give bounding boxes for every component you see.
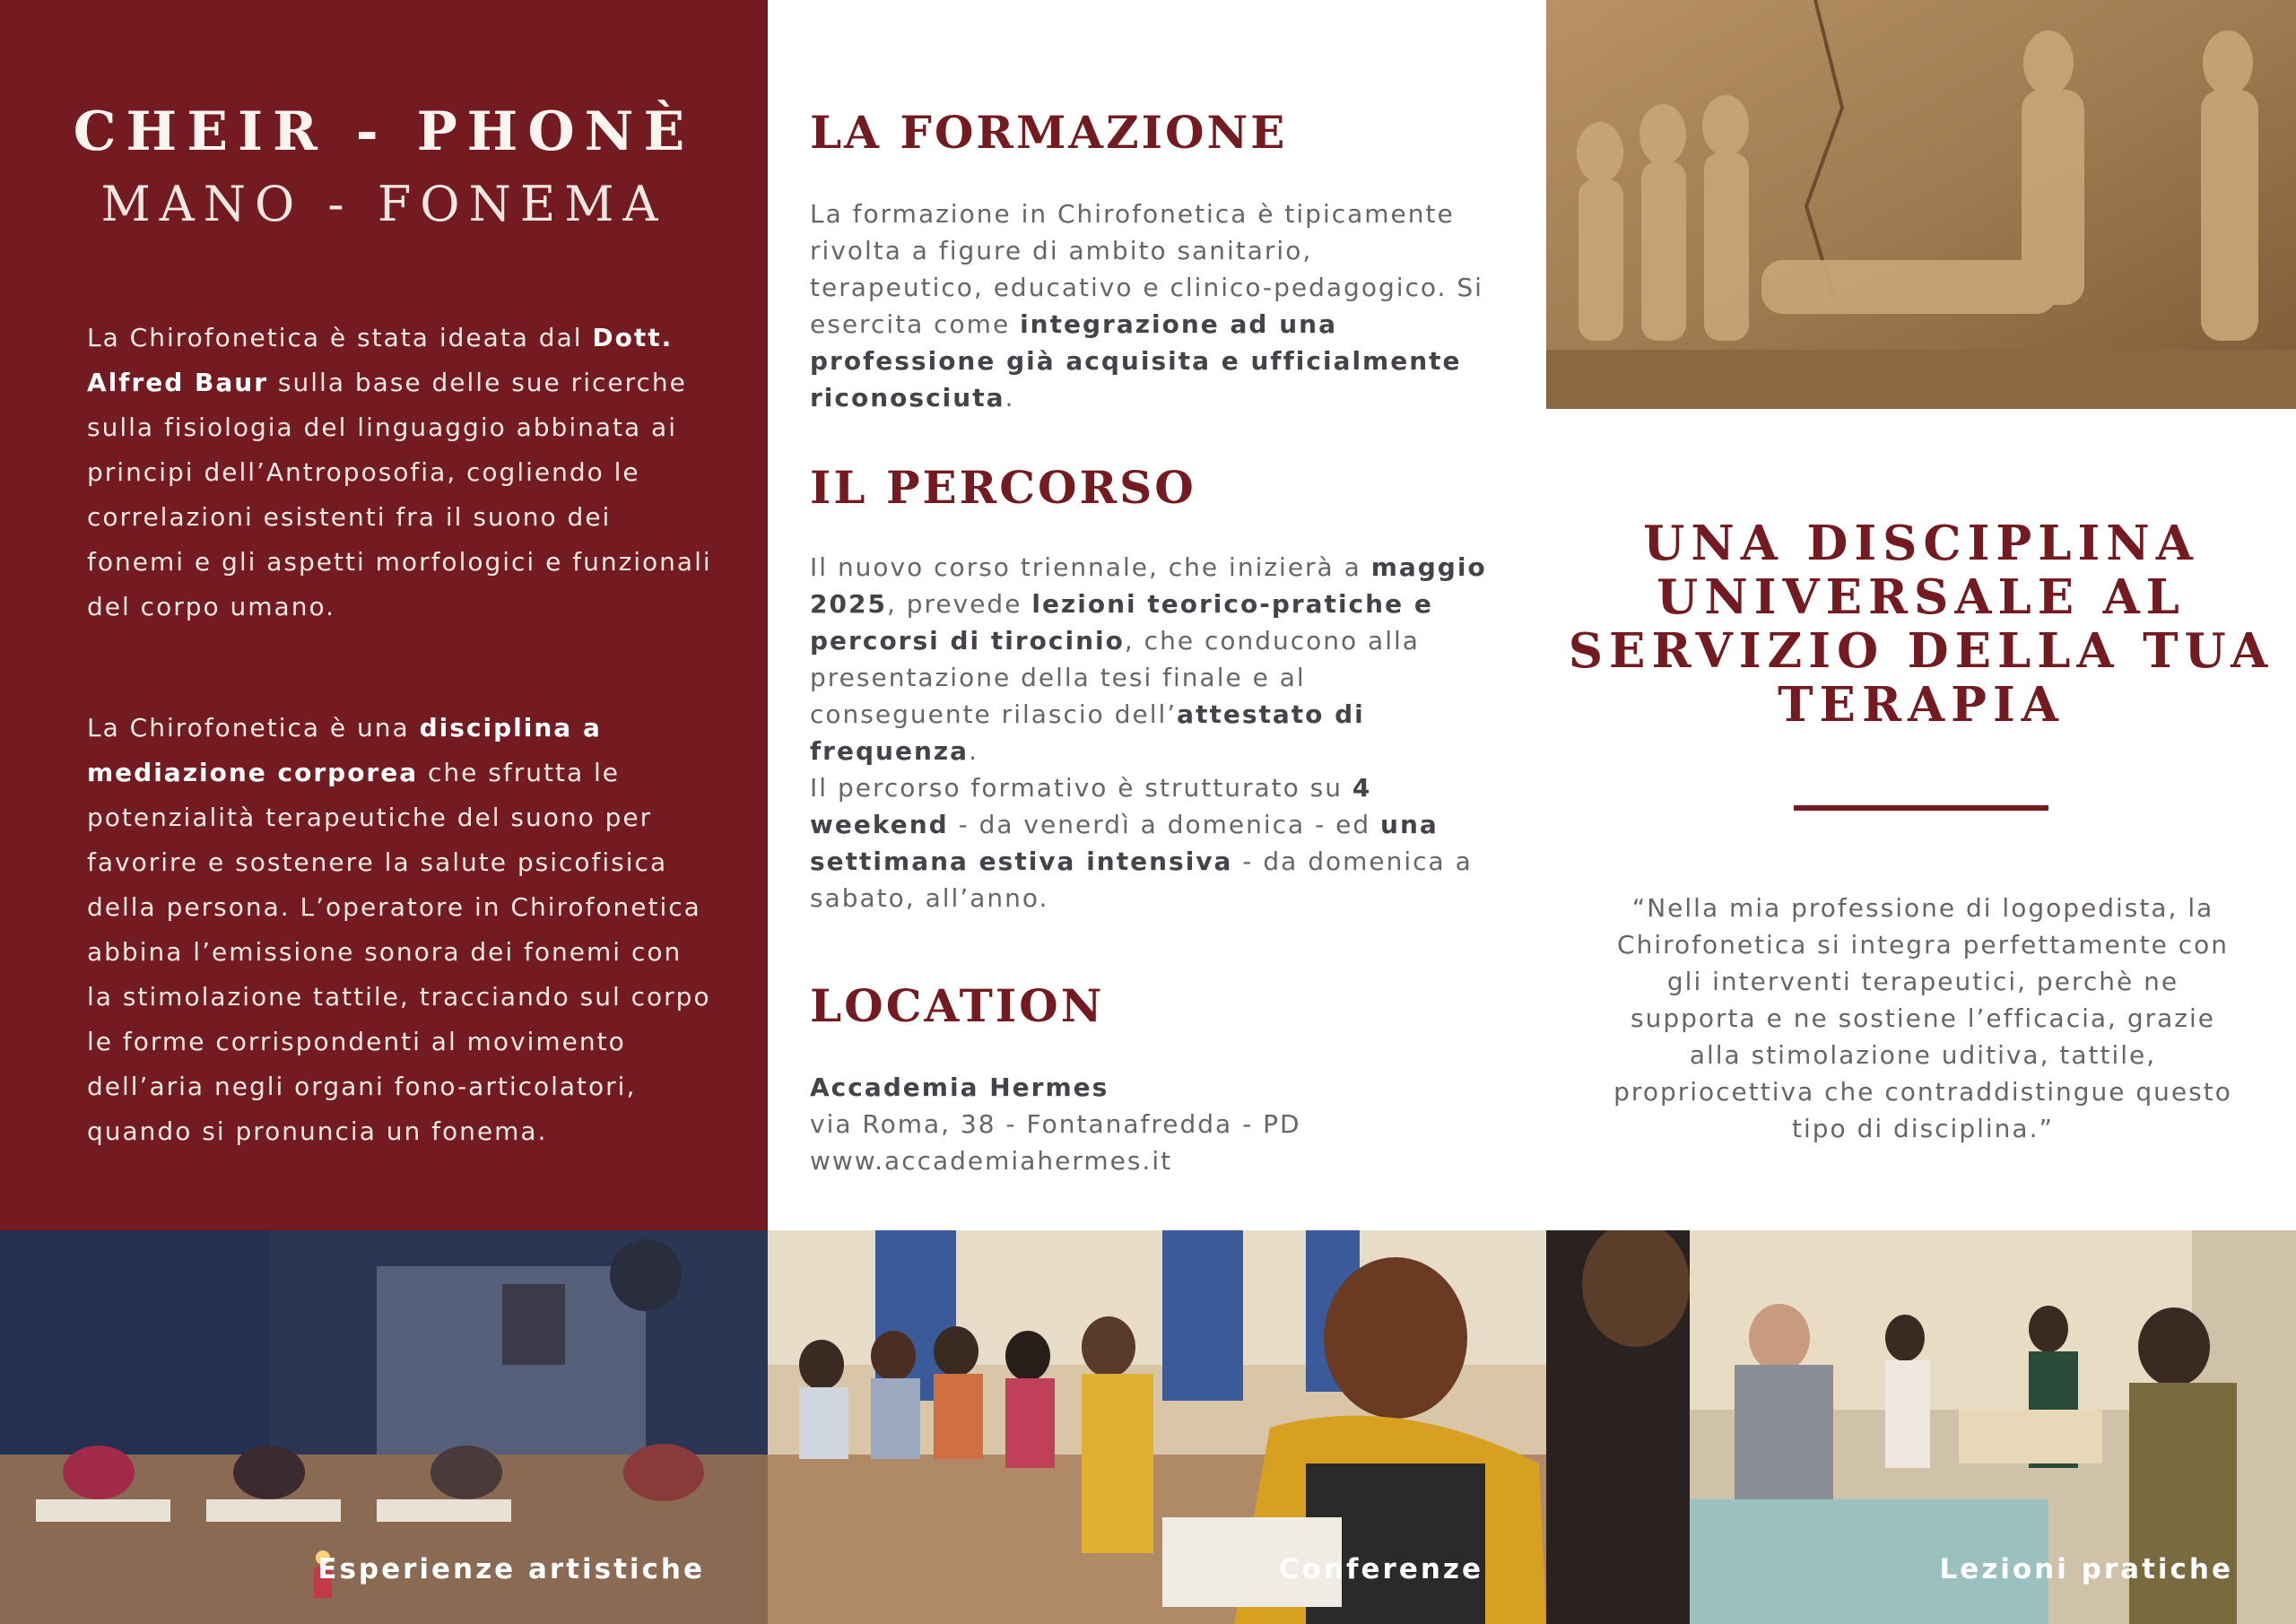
tagline-panel [1546,0,2296,1230]
text-run: Il nuovo corso triennale, che inizierà a [810,552,1371,582]
brochure-subtitle: MANO - FONEMA [100,176,667,232]
location-name: Accademia Hermes [810,1073,1109,1102]
bold-text: disciplina a mediazione corporea [87,713,602,787]
text-run: . [969,736,978,766]
testimonial-quote: “Nella mia professione di logopedista, la Chirofonetica si integra perfettamente con gli interventi terapeutici, perchè ne supporta e ne sostiene l’efficacia, grazie alla stimolazione uditiva, tattile, propriocettiva che contraddistingue questo tipo di disciplina.” [1613,893,2232,1143]
photo-esperienze-artistiche [0,1230,768,1624]
photo-lezioni-pratiche [1546,1230,2296,1624]
text-run: La Chirofonetica è stata ideata dal [87,323,593,352]
caption-esperienze-artistiche: Esperienze artistiche [317,1553,705,1585]
bold-text: lezioni teorico-pratiche e percorsi di tirocinio [810,589,1433,656]
formazione-text [810,195,1492,416]
percorso-text [810,549,1492,916]
text-run: che sfrutta le potenzialità terapeutiche del suono per favorire e sostenere la salute psicofisica della persona. L’operatore in Chirofonetica abbina l’emissione sonora dei fonemi con la stimolazione tattile, tracciando sul corpo le forme corrispondenti al movimento dell’aria negli organi fono-articolatori, quando si pronuncia un fonema. [87,758,711,1146]
bold-text: maggio 2025 [810,552,1487,619]
text-run: La formazione in Chirofonetica è tipicamente rivolta a figure di ambito sanitario, terapeutico, educativo e clinico-pedagogico. Si esercita come [810,199,1483,339]
intro-paragraph-1 [87,316,715,630]
brochure-title: CHEIR - PHONÈ [73,100,695,163]
location-heading: LOCATION [810,979,1105,1032]
divider-line [1794,805,2048,811]
caption-lezioni-pratiche: Lezioni pratiche [1939,1553,2233,1585]
text-run: La Chirofonetica è una [87,713,420,743]
text-run: sulla base delle sue ricerche sulla fisiologia del linguaggio abbinata ai principi dell’Antroposofia, cogliendo le correlazioni esistenti fra il suono dei fonemi e gli aspetti morfologici e funzionali del corpo umano. [87,368,712,621]
location-block [810,1069,1492,1179]
ancient-relief-image [1546,0,2296,409]
text-run: . [1004,383,1015,413]
location-address: via Roma, 38 - Fontanafredda - PD [810,1109,1301,1139]
tagline: UNA DISCIPLINA UNIVERSALE AL SERVIZIO DELLA TUA TERAPIA [1568,516,2274,733]
text-run: Il percorso formativo è strutturato su [810,773,1352,803]
bold-text: Dott. Alfred Baur [87,323,674,397]
text-run: - da domenica a sabato, all’anno. [810,847,1473,913]
bold-text: attestato di frequenza [810,699,1365,766]
text-run: , che conducono alla presentazione della tesi finale e al conseguente rilascio dell’ [810,626,1420,729]
percorso-heading: IL PERCORSO [810,461,1196,514]
intro-panel [0,0,768,1230]
intro-paragraph-2 [87,706,715,1154]
photo-conferenze [768,1230,1546,1624]
text-run: - da venerdì a domenica - ed [948,810,1381,839]
text-run: , prevede [886,589,1032,619]
bold-text: integrazione ad una professione già acquisita e ufficialmente riconosciuta [810,309,1462,413]
location-website[interactable]: www.accademiahermes.it [810,1146,1173,1176]
info-panel [768,0,1546,1230]
bold-text: una settimana estiva intensiva [810,810,1439,876]
caption-conferenze: Conferenze [1278,1553,1483,1585]
formazione-heading: LA FORMAZIONE [810,106,1288,159]
bold-text: 4 weekend [810,773,1372,839]
